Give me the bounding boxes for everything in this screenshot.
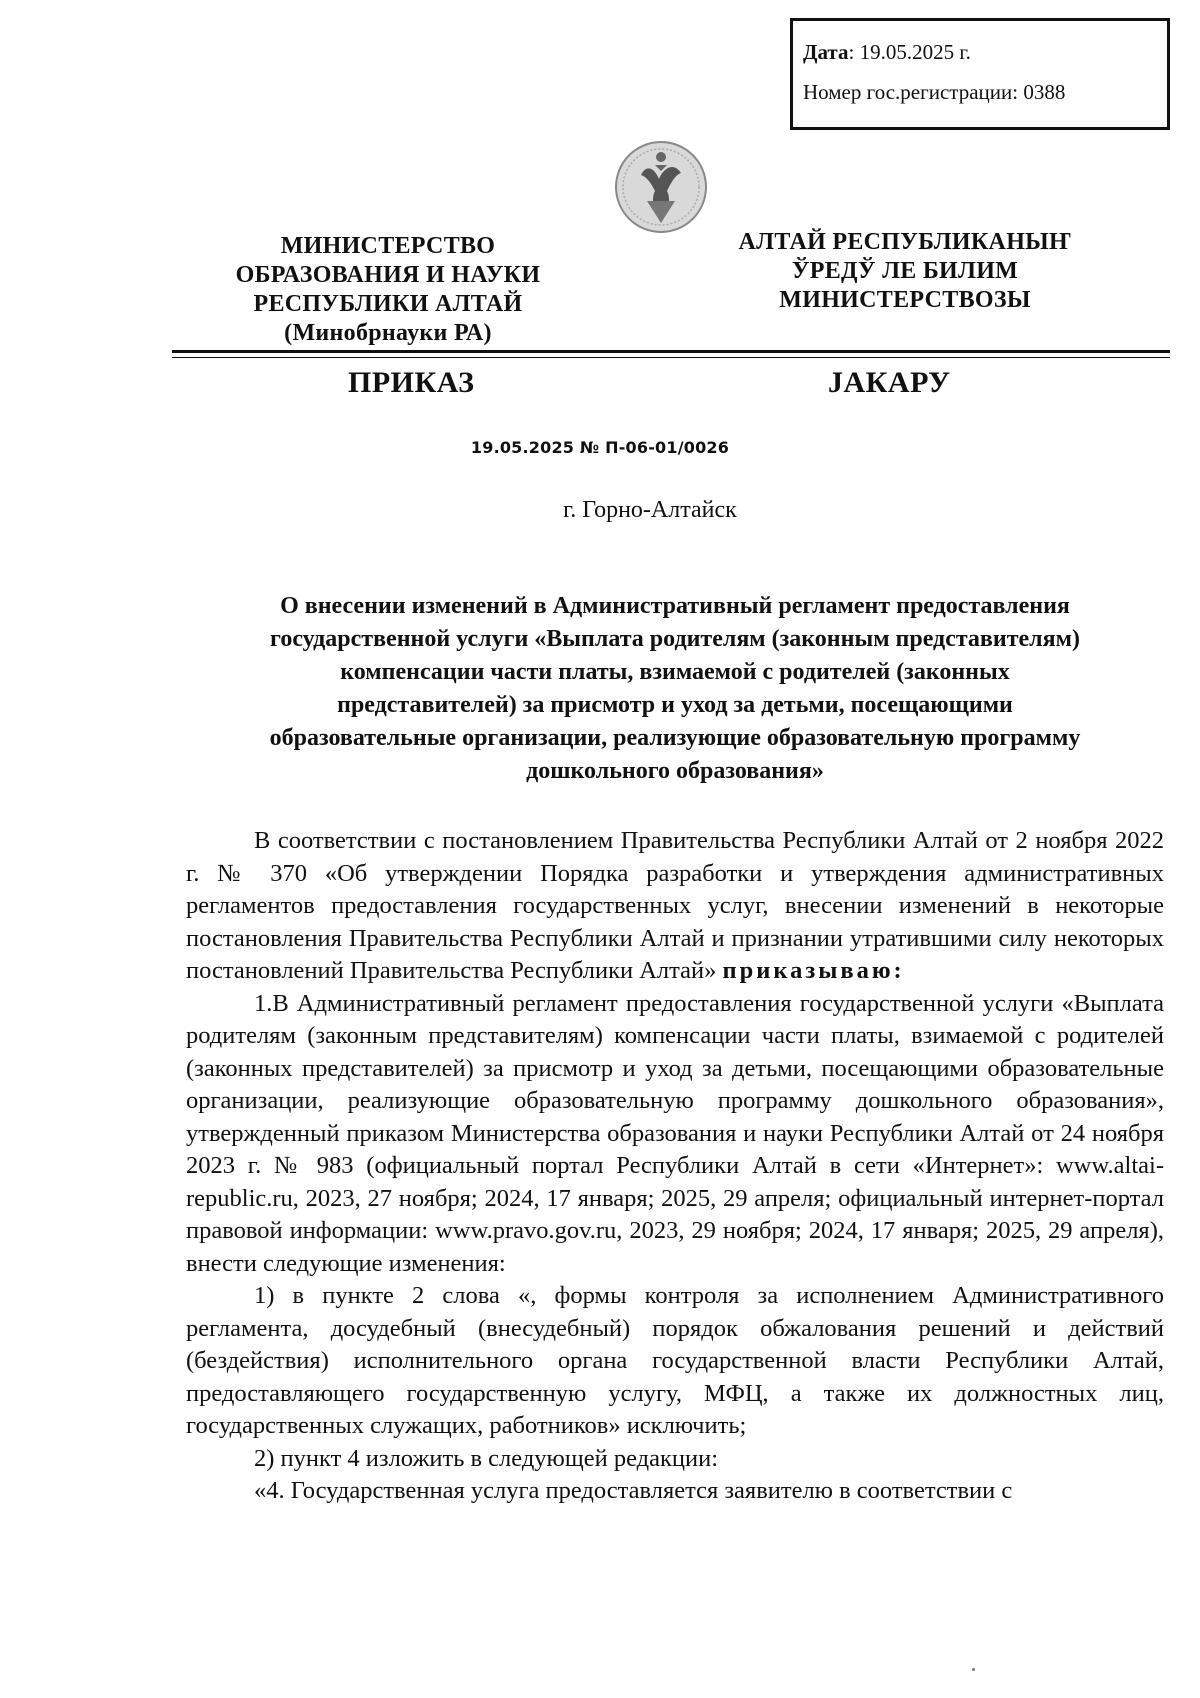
registration-date: Дата: 19.05.2025 г.	[803, 40, 971, 64]
paragraph-item-1: 1.В Административный регламент предоставления государственной услуги «Выплата родителям (законным представителям) компенсации части платы, взимаемой с родителей (законных представителей) за присмотр и уход за детьми, посещающими образовательные организации, реализующие образовательную программу дошкольного образования», утвержденный приказом Министерства образования и науки Республики Алтай от 24 ноября 2023 г. № 983 (официальный портал Республики Алтай в сети «Интернет»: www.altai-republic.ru, 2023, 27 ноября; 2024, 17 января; 2025, 29 апреля; официальный интернет-портал правовой информации: www.pravo.gov.ru, 2023, 29 ноября; 2024, 17 января; 2025, 29 апреля), внести следующие изменения:	[186, 989, 1164, 1277]
order-word-russian: ПРИКАЗ	[348, 366, 475, 399]
paragraph-quote-start: «4. Государственная услуга предоставляется заявителю в соответствии с	[254, 1477, 1013, 1504]
city-name: г. Горно-Алтайск	[563, 497, 737, 523]
coat-of-arms-icon	[611, 135, 711, 235]
ministry-name-russian: МИНИСТЕРСТВО ОБРАЗОВАНИЯ И НАУКИ РЕСПУБЛИКИ АЛТАЙ (Минобрнауки РА)	[235, 233, 541, 346]
header-divider-thin	[172, 357, 1170, 358]
preamble-paragraph: В соответствии с постановлением Правительства Республики Алтай от 2 ноября 2022 г. № 370 «Об утверждении Порядка разработки и утверждения административных регламентов предоставления государственных услуг, внесении изменений в некоторые постановления Правительства Республики Алтай и признании утратившими силу некоторых постановлений Правительства Республики Алтай» приказываю:	[186, 827, 1164, 984]
registration-number: Номер гос.регистрации: 0388	[803, 80, 1066, 104]
scan-speck	[972, 1668, 975, 1671]
order-number: 19.05.2025 № П-06-01/0026	[470, 438, 730, 457]
paragraph-subitem-1: 1) в пункте 2 слова «, формы контроля за исполнением Административного регламента, досудебный (внесудебный) порядок обжалования решений и действий (бездействия) исполнительного органа государственной власти Республики Алтай, предоставляющего государственную услугу, МФЦ, а также их должностных лиц, государственных служащих, работников» исключить;	[186, 1282, 1164, 1439]
header-divider-thick	[172, 350, 1170, 353]
document-title: О внесении изменений в Административный регламент предоставления государственной услуги «Выплата родителям (законным представителям) компенсации части платы, взимаемой с родителей (законных представителей) за присмотр и уход за детьми, посещающими образовательные организации, реализующие образовательную программу дошкольного образования»	[269, 593, 1081, 784]
registration-stamp-box	[790, 18, 1170, 130]
ministry-name-altai: АЛТАЙ РЕСПУБЛИКАНЫҤ ЎРЕДЎ ЛЕ БИЛИМ МИНИСТЕРСТВОЗЫ	[738, 229, 1072, 313]
order-word-altai: JАКАРУ	[828, 366, 951, 399]
paragraph-subitem-2: 2) пункт 4 изложить в следующей редакции:	[254, 1444, 719, 1472]
order-directive: приказываю:	[722, 957, 905, 984]
document-body	[186, 825, 1164, 1508]
